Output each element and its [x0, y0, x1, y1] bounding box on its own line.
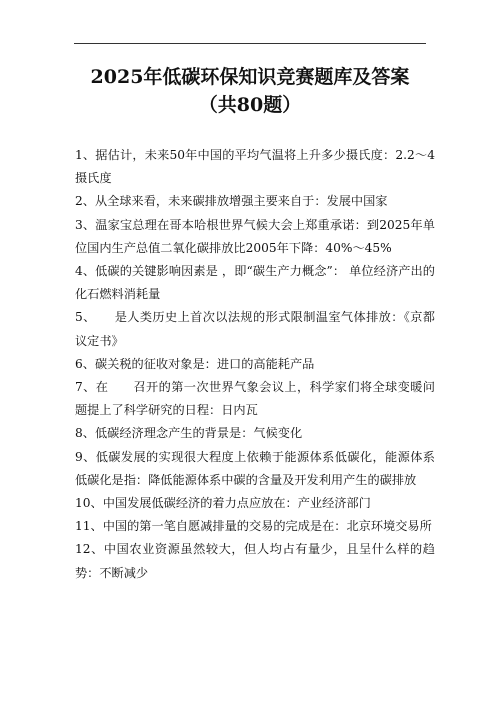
question-item: 2、从全球来看，未来碳排放增强主要来自于：发展中国家 [75, 194, 388, 209]
document-title: 2025年低碳环保知识竞赛题库及答案 [90, 66, 410, 88]
question-item: 5、 是人类历史上首次以法规的形式限制温室气体排放：《京都议定书》 [75, 310, 435, 348]
question-item: 1、据估计，未来50年中国的平均气温将上升多少摄氏度：2.2～4摄氏度 [75, 148, 435, 186]
question-item: 3、温家宝总理在哥本哈根世界气候大会上郑重承诺：到2025年单位国内生产总值二氧化碳排放比2005年下降：40%～45% [75, 217, 435, 255]
question-item: 4、低碳的关键影响因素是 ，即“碳生产力概念”： 单位经济产出的化石燃料消耗量 [75, 264, 435, 302]
question-item: 10、中国发展低碳经济的着力点应放在：产业经济部门 [75, 496, 371, 511]
document-subtitle: （共80题） [198, 94, 302, 116]
question-item: 7、在 召开的第一次世界气象会议上，科学家们将全球变暖问题提上了科学研究的日程：日内瓦 [75, 380, 435, 418]
question-item: 12、中国农业资源虽然较大，但人均占有量少，且呈什么样的趋势：不断减少 [75, 542, 435, 580]
question-item: 11、中国的第一笔自愿减排量的交易的完成是在：北京环境交易所 [75, 519, 432, 534]
question-item: 6、碳关税的征收对象是：进口的高能耗产品 [75, 356, 315, 371]
header-rule [74, 43, 426, 44]
question-item: 9、低碳发展的实现很大程度上依赖于能源体系低碳化，能源体系低碳化是指：降低能源体系中碳的含量及开发利用产生的碳排放 [75, 449, 435, 487]
question-item: 8、低碳经济理念产生的背景是：气候变化 [75, 426, 303, 441]
question-list [75, 144, 435, 585]
